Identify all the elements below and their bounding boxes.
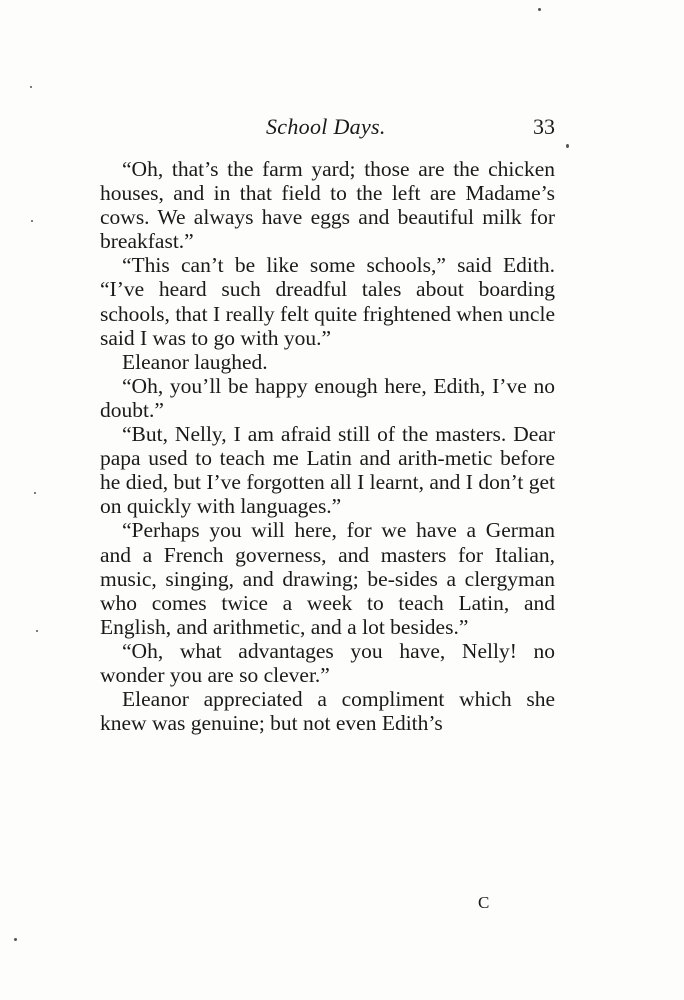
signature-mark: C: [478, 893, 490, 912]
running-title: School Days.: [266, 114, 386, 139]
paragraph-compliment: Eleanor appreciated a compliment which she knew was genuine; but not even Edith’s: [100, 687, 555, 736]
body-text: [100, 157, 555, 735]
scan-speck: [30, 86, 32, 88]
scan-speck: [14, 938, 17, 941]
paragraph-farm-yard: “Oh, that’s the farm yard; those are the chicken houses, and in that field to the left are Madame’s cows. We always have eggs and beautiful milk for breakfast.”: [100, 157, 555, 254]
paragraph-governess: “Perhaps you will here, for we have a German and a French governess, and masters for Italian, music, singing, and drawing; be-sides a clergyman who comes twice a week to teach Latin, and English, and arithmetic, and a lot besides.”: [100, 518, 555, 639]
page-header: [100, 114, 555, 146]
paragraph-happy-enough: “Oh, you’ll be happy enough here, Edith, I’ve no doubt.”: [100, 373, 555, 422]
paragraph-advantages: “Oh, what advantages you have, Nelly! no wonder you are so clever.”: [100, 638, 555, 687]
paragraph-schools: “This can’t be like some schools,” said Edith. “I’ve heard such dreadful tales about boarding schools, that I really felt quite frightened when uncle said I was to go with you.”: [100, 253, 555, 350]
scan-speck: [34, 492, 36, 494]
page-number: 33: [533, 114, 555, 139]
scan-speck: [566, 144, 569, 148]
paragraph-eleanor-laughed: Eleanor laughed.: [122, 349, 268, 374]
scan-speck: [31, 220, 33, 222]
paragraph-masters: “But, Nelly, I am afraid still of the masters. Dear papa used to teach me Latin and arith-metic before he died, but I’ve forgotten all I learnt, and I don’t get on quickly with languages.”: [100, 422, 555, 519]
scan-speck: [36, 630, 38, 632]
scan-speck: [538, 8, 541, 11]
